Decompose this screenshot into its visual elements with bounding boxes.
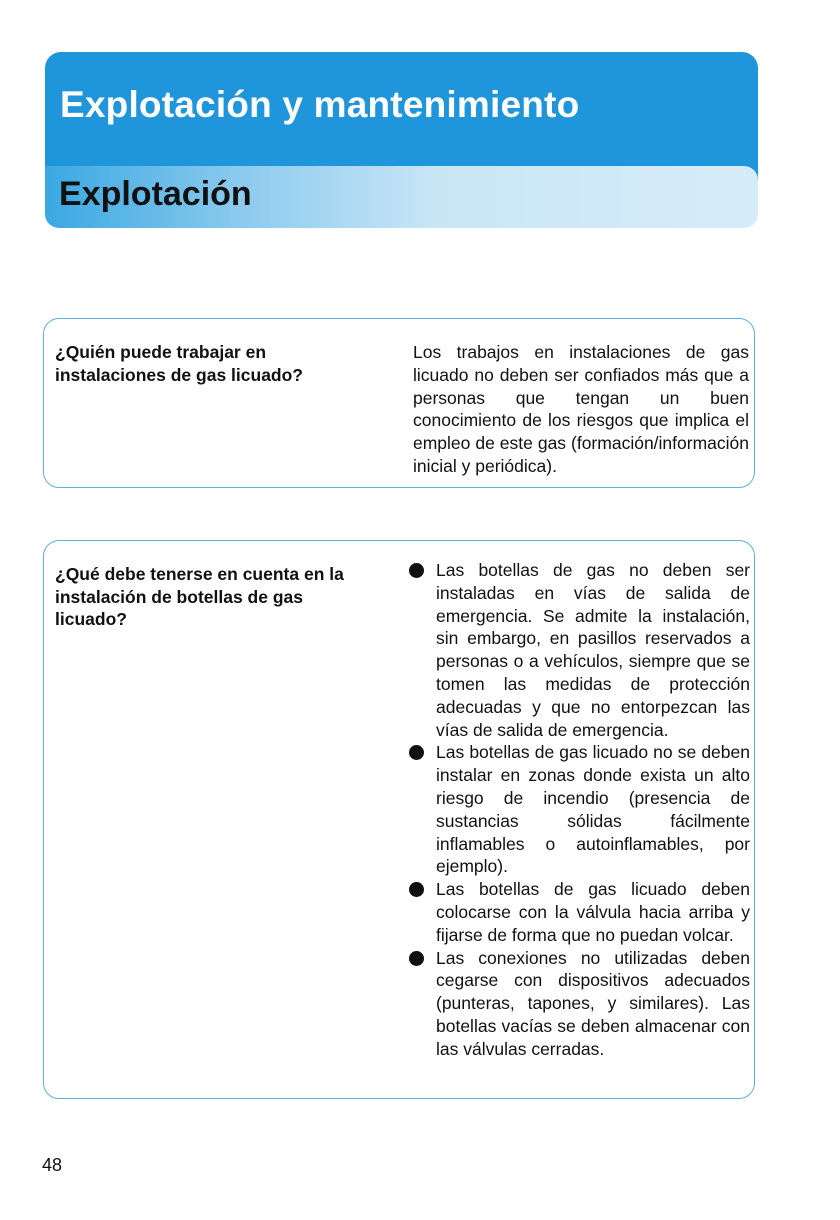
section-title: Explotación [59, 175, 252, 213]
chapter-header [45, 52, 758, 228]
list-item [406, 947, 750, 1061]
bullet-text: Las botellas de gas licuado no se deben instalar en zonas donde exista un alto riesgo de incendio (presencia de sustancias sólidas fácilmente inflamables o autoinflamables, por ejemplo). [436, 742, 750, 877]
bullet-text: Las botellas de gas licuado deben colocarse con la válvula hacia arriba y fijarse de forma que no puedan volcar. [436, 879, 750, 945]
bullet-icon [409, 882, 424, 897]
question-text: ¿Qué debe tenerse en cuenta en la instalación de botellas de gas licuado? [55, 564, 344, 629]
header-title-band [45, 52, 758, 182]
qa-box-who-can-work [43, 318, 755, 488]
chapter-title: Explotación y mantenimiento [60, 84, 580, 125]
bullet-icon [409, 563, 424, 578]
bullet-text: Las botellas de gas no deben ser instaladas en vías de salida de emergencia. Se admite la instalación, sin embargo, en pasillos reservados a personas o a vehículos, siempre que se tomen las medidas de protección adecuadas y que no entorpezcan las vías de salida de emergencia. [436, 560, 750, 740]
list-item [406, 559, 750, 741]
answer-text: Los trabajos en instalaciones de gas licuado no deben ser confiados más que a personas que tengan un buen conocimiento de los riesgos que implica el empleo de este gas (formación/información inicial y periódica). [413, 342, 749, 476]
bullet-icon [409, 951, 424, 966]
list-item [406, 741, 750, 878]
question-text: ¿Quién puede trabajar en instalaciones de gas licuado? [55, 342, 303, 385]
page-number: 48 [42, 1155, 63, 1175]
bullet-icon [409, 745, 424, 760]
header-subtitle-band [45, 166, 758, 228]
bullet-text: Las conexiones no utilizadas deben cegarse con dispositivos adecuados (punteras, tapones, y similares). Las botellas vacías se deben almacenar con las válvulas cerradas. [436, 947, 750, 1059]
answer-bullet-list [406, 559, 750, 1061]
list-item [406, 878, 750, 946]
qa-box-cylinder-installation [43, 540, 755, 1099]
